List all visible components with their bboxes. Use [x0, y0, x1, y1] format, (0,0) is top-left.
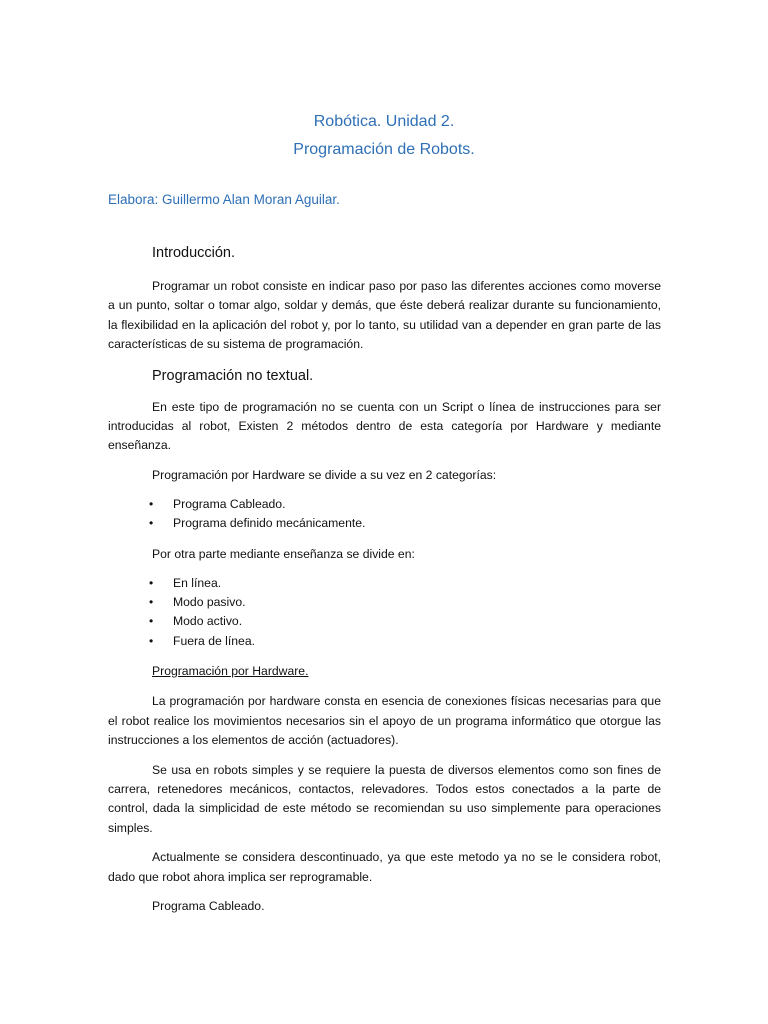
author-line: Elabora: Guillermo Alan Moran Aguilar. [108, 192, 340, 207]
teaching-intro: Por otra parte mediante enseñanza se divide en: [152, 546, 415, 561]
intro-paragraph: Programar un robot consiste en indicar paso por paso las diferentes acciones como moverse a un punto, soltar o tomar algo, soldar y demás, que éste deberá realizar durante su funcionamiento, la flexibilidad en la aplicación del robot y, por lo tanto, su utilidad van a depender en gran parte de las características de su sistema de programación. [108, 279, 661, 352]
title-block [0, 108, 768, 164]
bullet-icon: • [149, 614, 154, 629]
document-title-line-1: Robótica. Unidad 2. [313, 113, 455, 130]
hardware-paragraph-3: Actualmente se considera descontinuado, ya que este metodo ya no se le considera robot, dado que robot ahora implica ser reprogramable. [108, 850, 661, 884]
list-item [108, 514, 661, 533]
document-title-line-2: Programación de Robots. [293, 141, 475, 158]
list-item-text: Modo pasivo. [173, 595, 246, 610]
hardware-list [108, 495, 661, 533]
list-item [108, 495, 661, 514]
list-item [108, 593, 661, 612]
list-item [108, 574, 661, 593]
bullet-icon: • [149, 633, 154, 648]
nontextual-paragraph: En este tipo de programación no se cuenta con un Script o línea de instrucciones para ser introducidas al robot, Existen 2 métodos dentro de esta categoría por Hardware y mediante enseñanza. [108, 399, 661, 453]
bullet-icon: • [149, 516, 154, 531]
hardware-paragraph-2: Se usa en robots simples y se requiere la puesta de diversos elementos como son fines de carrera, retenedores mecánicos, contactos, relevadores. Todos estos conectados a la parte de control, dada la simplicidad de este método se recomiendan su uso simplemente para operaciones simples. [108, 762, 661, 835]
list-item-text: Programa Cableado. [173, 497, 286, 512]
list-item-text: En línea. [173, 576, 222, 591]
intro-heading: Introducción. [152, 245, 236, 261]
document-body [108, 240, 661, 926]
wired-heading: Programa Cableado. [152, 898, 265, 913]
nontextual-heading: Programación no textual. [152, 367, 314, 384]
list-item [108, 632, 661, 651]
list-item-text: Fuera de línea. [173, 633, 255, 648]
list-item-text: Modo activo. [173, 614, 243, 629]
bullet-icon: • [149, 595, 154, 610]
bullet-icon: • [149, 497, 154, 512]
hardware-heading: Programación por Hardware. [152, 663, 309, 678]
list-item-text: Programa definido mecánicamente. [173, 516, 366, 531]
list-item [108, 612, 661, 631]
hardware-paragraph-1: La programación por hardware consta en esencia de conexiones físicas necesarias para que el robot realice los movimientos necesarios sin el apoyo de un programa informático que otorgue las instrucciones a los elementos de acción (actuadores). [108, 694, 661, 748]
bullet-icon: • [149, 576, 154, 591]
teaching-list [108, 574, 661, 651]
hardware-intro: Programación por Hardware se divide a su vez en 2 categorías: [152, 467, 497, 482]
